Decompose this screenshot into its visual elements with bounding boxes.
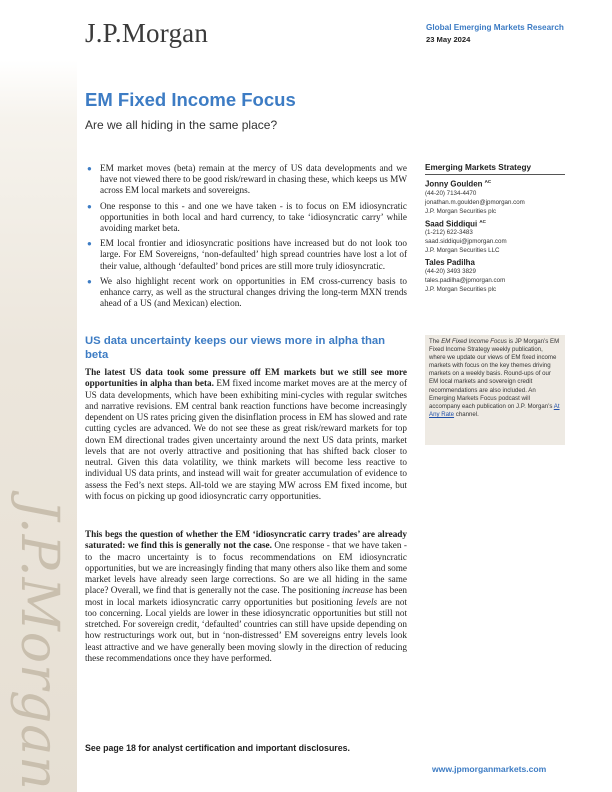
analyst-phone: (44-20) 7134-4470: [425, 189, 477, 197]
analyst-firm: J.P. Morgan Securities plc: [425, 286, 497, 294]
body-paragraph-2: [85, 529, 407, 664]
analyst-card: [425, 219, 565, 256]
bullet-text: EM market moves (beta) remain at the mercy of US data developments and we have not viewed there to be good risk/reward in chasing these, which keeps us MW across EM local markets and sovereigns.: [100, 163, 407, 196]
list-item: [85, 201, 407, 235]
analyst-name: Tales Padilha: [425, 258, 475, 268]
analyst-contacts: [425, 163, 565, 297]
list-item: [85, 238, 407, 272]
page-title: EM Fixed Income Focus: [85, 89, 296, 110]
page-subtitle: Are we all hiding in the same place?: [85, 118, 278, 132]
paragraph-text: One response - that we have taken - to the macro uncertainty is to focus recommendations on EM idiosyncratic opportunities, but we are increasingly finding that many others also like them and some market levels have already seen large corrections. So are we all hiding in the same place? Overall, we find that is generally not the case. The positioning: [85, 540, 407, 596]
publication-name: EM Fixed Income Focus: [441, 338, 507, 345]
bullet-icon: ●: [87, 239, 92, 249]
watermark-logo: [4, 499, 74, 791]
analyst-phone: (1-212) 622-3483: [425, 229, 473, 237]
watermark-text: J.P.Morgan: [9, 499, 70, 791]
at-any-rate-link[interactable]: At Any Rate: [429, 402, 560, 418]
analyst-phone: (44-20) 3493 3829: [425, 268, 476, 276]
bullet-text: We also highlight recent work on opportunities in EM cross-currency basis to enhance carry, as well as the structural changes driving the long-term MXN trends ahead of a US (and Mexican) election.: [100, 275, 407, 309]
body-paragraph-1: [85, 367, 407, 502]
paragraph-lead: The latest US data took some pressure off EM markets but we still see more opportunities in alpha than beta.: [85, 367, 407, 389]
paragraph-text: are not too concerning. Local yields are lower in these idiosyncratic opportunities but still not stretched. For sovereign credit, ‘defaulted’ countries can still have upside depending on how restructurings work out, but in ‘non-distressed’ EM sovereigns entry levels look least attractive and we have generally been moving slowly in the direction of reducing these recommendations once they have performed.: [85, 596, 407, 663]
analyst-email[interactable]: jonathan.m.goulden@jpmorgan.com: [425, 198, 525, 206]
analyst-certification: AC: [484, 179, 492, 184]
section-heading: US data uncertainty keeps our views more in alpha than beta: [85, 335, 386, 361]
analyst-card: [425, 179, 565, 216]
report-date: 23 May 2024: [426, 35, 471, 44]
emphasis-text: increase: [342, 585, 373, 596]
analyst-name: Jonny Goulden $^{AC}$: [425, 179, 492, 189]
department-label: Global Emerging Markets Research: [426, 23, 564, 32]
analyst-name: Saad Siddiqui $^{AC}$: [425, 218, 486, 229]
bullet-text: EM local frontier and idiosyncratic positions have increased but do not look too large. For EM Sovereigns, ‘non-defaulted’ high spread countries have lost a lot of their value, although ‘defaulted’ bond prices are still more truly idiosyncratic.: [100, 238, 407, 271]
analyst-card: [425, 258, 565, 294]
jpmorgan-logo: J.P.Morgan: [85, 18, 209, 48]
paragraph-text: has been most in local markets idiosyncratic carry opportunities but positioning: [85, 585, 407, 607]
website-link[interactable]: www.jpmorganmarkets.com: [432, 764, 547, 774]
analyst-firm: J.P. Morgan Securities plc: [425, 207, 497, 215]
analyst-email[interactable]: tales.padilha@jpmorgan.com: [425, 277, 506, 285]
bullet-text: One response to this - and one we have taken - is to focus on EM idiosyncratic opportunities in both local and hard currency, to take ‘idiosyncratic carry’ while avoiding market beta.: [100, 200, 407, 234]
analyst-certification: AC: [479, 218, 486, 224]
team-title: Emerging Markets Strategy: [425, 163, 565, 175]
bullet-icon: ●: [87, 276, 92, 286]
bullet-icon: ●: [87, 164, 92, 173]
bullet-icon: ●: [87, 201, 92, 211]
emphasis-text: levels: [356, 596, 378, 607]
analyst-firm: J.P. Morgan Securities LLC: [425, 247, 500, 255]
key-points-list: [85, 163, 407, 313]
list-item: [85, 163, 407, 197]
disclosure-note: See page 18 for analyst certification and important disclosures.: [85, 743, 350, 753]
paragraph-text: EM fixed income market moves are at the mercy of US data developments, which have been exhibiting mini-cycles with regular switches and narrative revisions. EM central bank reaction functions have become increasingly dependent on US rates pricing given the disinflation process in EM has slowed and rate cutting cycles are advanced. We do not see these as great risk/reward markets for top down EM directional trades given uncertainty around the next US data prints, market levels that are not overly attractive and positioning that has shifted back closer to neutral. Given this data volatility, we think markets will become less reactive to individual US data prints, and instead will wait for greater accumulation of evidence to assess the Fed’s next steps. All-told we are staying MW across EM fixed income, but with focus on picking up good idiosyncratic carry opportunities.: [85, 378, 407, 501]
list-item: [85, 276, 407, 310]
analyst-email[interactable]: saad.siddiqui@jpmorgan.com: [425, 238, 507, 246]
publication-info-box: The EM Fixed Income Focus is JP Morgan’s EM Fixed Income Strategy weekly publication, where we update our views of EM fixed income markets with focus on the key themes driving markets on a weekly basis. Round-ups of our EM local markets and sovereign credit recommendations are also included. An Emerging Markets Focus podcast will accompany each publication on J.P. Morgan’s At Any Rate channel.: [425, 335, 565, 445]
report-header: [426, 23, 564, 44]
sidebar-strip: [0, 60, 77, 792]
paragraph-lead: This begs the question of whether the EM ‘idiosyncratic carry trades’ are already saturated: we find this is generally not the case.: [85, 529, 407, 551]
